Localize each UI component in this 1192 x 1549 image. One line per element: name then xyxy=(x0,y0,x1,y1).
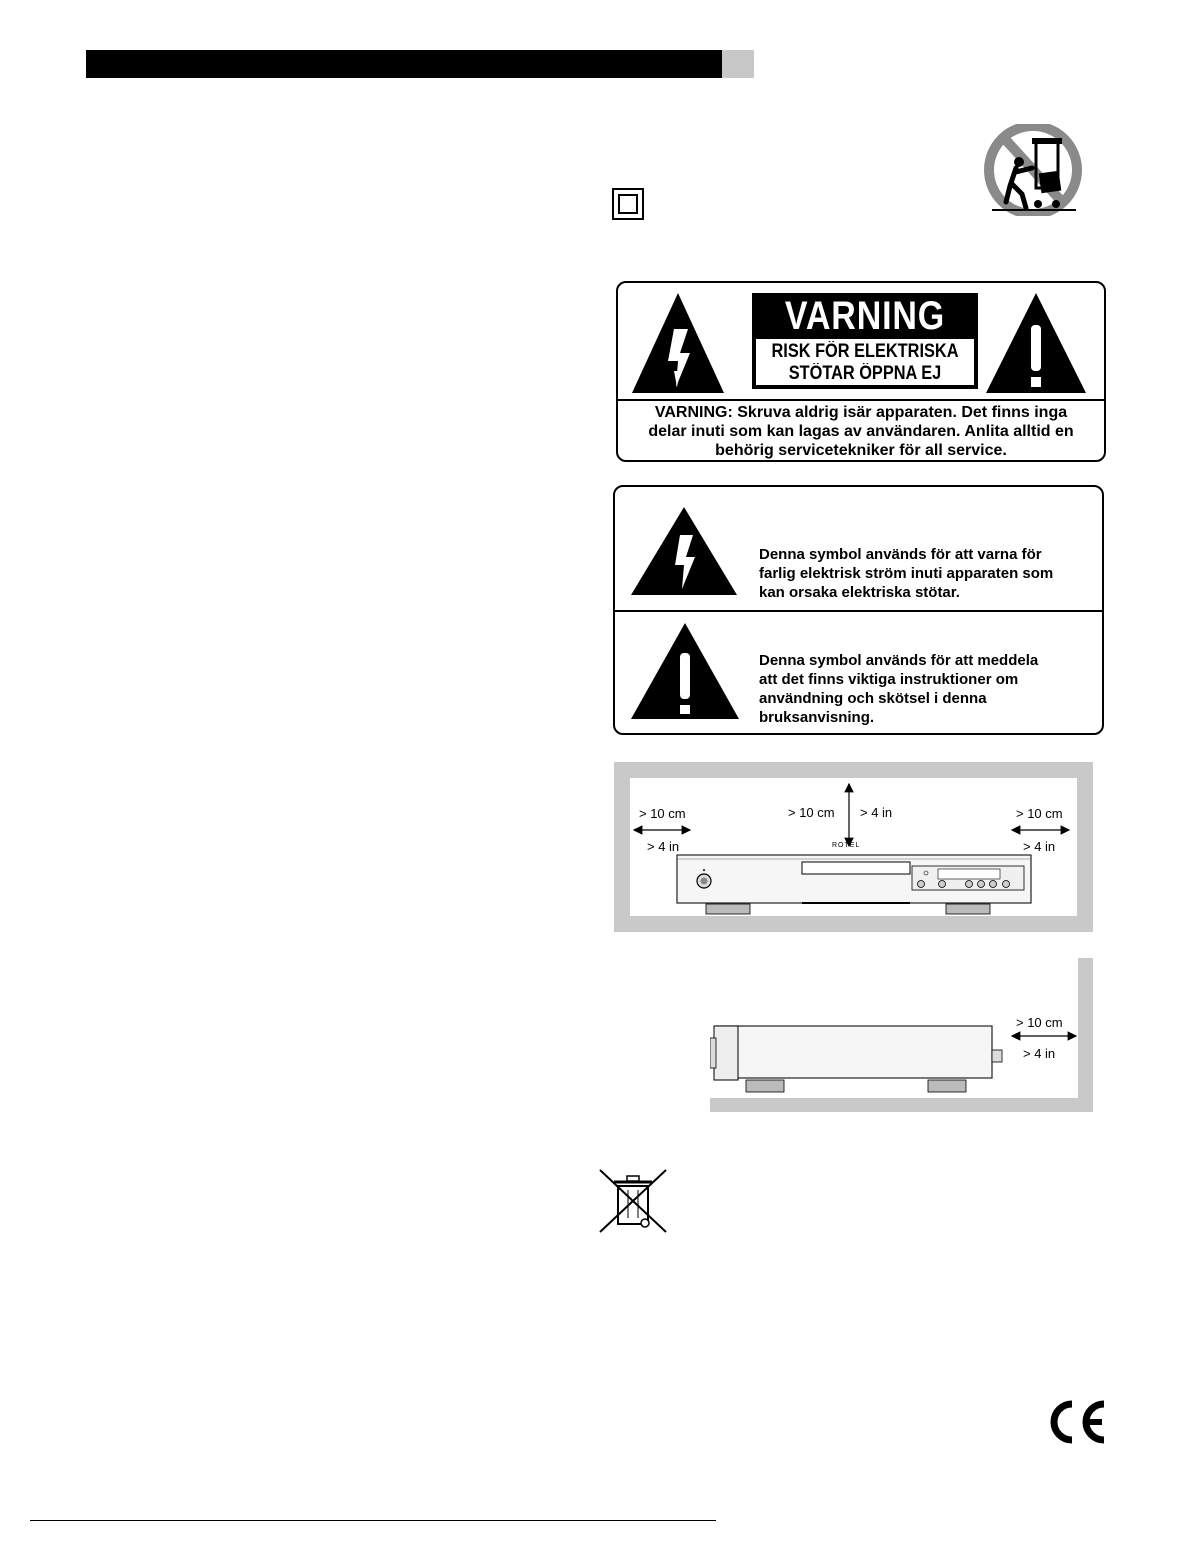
warning-label-box xyxy=(752,293,978,389)
warning-sub-line2: STÖTAR ÖPPNA EJ xyxy=(788,363,942,384)
symbols-divider xyxy=(615,610,1102,612)
side-right-cm: > 10 cm xyxy=(1016,1015,1063,1030)
front-top-in: > 4 in xyxy=(860,805,893,820)
exclamation-triangle-icon xyxy=(629,621,741,721)
side-right-in: > 4 in xyxy=(1023,1046,1056,1061)
info-line1: Denna symbol används för att meddela xyxy=(759,652,1039,669)
info-line3: användning och skötsel i denna xyxy=(759,690,987,707)
device-brand: ROTEL xyxy=(832,842,861,849)
warning-subbox xyxy=(756,339,974,385)
ce-mark-icon xyxy=(1042,1400,1108,1444)
info-line2: att det finns viktiga instruktioner om xyxy=(759,671,1019,688)
warning-sub-line1: RISK FÖR ELEKTRISKA xyxy=(771,341,959,362)
info-line4: bruksanvisning. xyxy=(759,709,875,726)
front-left-cm: > 10 cm xyxy=(639,806,686,821)
front-clearance-diagram xyxy=(614,762,1093,932)
warning-panel xyxy=(616,281,1106,462)
exclamation-triangle-icon xyxy=(984,291,1088,395)
lightning-triangle-icon xyxy=(629,505,739,597)
header-bar xyxy=(86,50,722,78)
warning-body-line1: VARNING: Skruva aldrig isär apparaten. Det finns inga xyxy=(654,404,1068,421)
side-clearance-diagram xyxy=(710,958,1093,1112)
info-symbol-text xyxy=(759,651,1038,727)
symbols-panel xyxy=(613,485,1104,735)
warning-body-line2: delar inuti som kan lagas av användaren. Anlita alltid en xyxy=(648,423,1074,440)
shock-symbol-text xyxy=(759,545,1053,602)
front-right-in: > 4 in xyxy=(1023,839,1056,854)
device-front-view xyxy=(676,854,1032,904)
warning-body-line3: behörig servicetekniker för all service. xyxy=(715,442,1007,459)
warning-body xyxy=(618,403,1104,460)
warning-title: VARNING xyxy=(784,294,946,338)
shock-line3: kan orsaka elektriska stötar. xyxy=(759,584,960,601)
weee-bin-icon xyxy=(598,1168,668,1234)
cart-warning-icon xyxy=(982,124,1084,216)
footer-rule xyxy=(30,1520,716,1521)
shock-line1: Denna symbol används för att varna för xyxy=(759,546,1042,563)
shock-line2: farlig elektrisk ström inuti apparaten som xyxy=(759,565,1054,582)
lightning-triangle-icon xyxy=(630,291,726,395)
front-right-cm: > 10 cm xyxy=(1016,806,1063,821)
front-left-in: > 4 in xyxy=(647,839,680,854)
device-side-view xyxy=(710,1018,1010,1096)
front-top-cm: > 10 cm xyxy=(788,805,835,820)
double-insulation-icon xyxy=(612,188,644,220)
warning-divider xyxy=(618,399,1104,401)
side-clearance-arrow xyxy=(1010,1028,1078,1044)
header-bar-tab xyxy=(722,50,754,78)
